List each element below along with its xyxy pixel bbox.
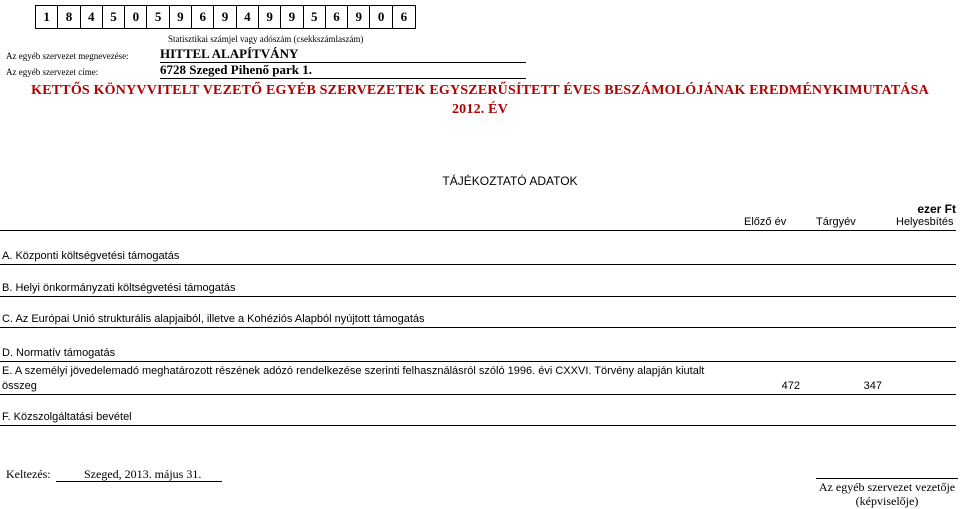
row-divider <box>0 361 956 362</box>
column-current-year: Tárgyév <box>816 216 856 228</box>
tax-id-digit: 6 <box>326 6 348 28</box>
date-value: Szeged, 2013. május 31. <box>84 467 202 481</box>
column-correction: Helyesbítés <box>896 216 954 228</box>
tax-id-digit: 9 <box>348 6 370 28</box>
row-b-label: B. Helyi önkormányzati költségvetési támogatás <box>2 282 236 294</box>
tax-id-digit: 8 <box>58 6 80 28</box>
row-e-prev-year: 472 <box>781 380 800 392</box>
row-f-label: F. Közszolgáltatási bevétel <box>2 411 132 423</box>
tax-id-digit: 1 <box>36 6 58 28</box>
report-year: 2012. ÉV <box>451 102 509 117</box>
org-address-label: Az egyéb szervezet címe: <box>6 67 99 77</box>
tax-id-digit: 5 <box>147 6 169 28</box>
tax-id-digit: 4 <box>237 6 259 28</box>
tax-id-digit: 5 <box>103 6 125 28</box>
org-name-label: Az egyéb szervezet megnevezése: <box>6 51 129 61</box>
tax-id-digit: 9 <box>170 6 192 28</box>
org-name-value: HITTEL ALAPÍTVÁNY <box>160 46 526 63</box>
row-divider <box>0 394 956 395</box>
row-e-current-year: 347 <box>863 380 882 392</box>
tax-id-digit: 6 <box>192 6 214 28</box>
row-a-label: A. Központi költségvetési támogatás <box>2 250 180 262</box>
tax-id-digit: 0 <box>370 6 392 28</box>
date-label: Keltezés: <box>6 467 51 481</box>
tax-id-caption: Statisztikai számjel vagy adószám (csekkszámlaszám) <box>168 34 364 44</box>
row-divider <box>0 264 956 265</box>
tax-id-digit: 4 <box>81 6 103 28</box>
row-d-label: D. Normatív támogatás <box>2 347 116 359</box>
tax-id-digit: 0 <box>125 6 147 28</box>
header-divider <box>0 230 956 231</box>
signature-label: Az egyéb szervezet vezetője <box>818 480 956 494</box>
tax-id-boxes <box>35 5 416 29</box>
signature-label-sub: (képviselője) <box>855 494 919 508</box>
tax-id-digit: 9 <box>214 6 236 28</box>
unit-label: ezer Ft <box>917 202 956 216</box>
tax-id-digit: 5 <box>304 6 326 28</box>
column-prev-year: Előző év <box>744 216 787 228</box>
row-e-label: E. A személyi jövedelemadó meghatározott részének adózó rendelkezése szerinti felhasználásról szóló 1996. évi CXXVI. Törvény alapján kiutalt <box>2 365 705 377</box>
report-title: KETTŐS KÖNYVVITELT VEZETŐ EGYÉB SZERVEZETEK EGYSZERŰSÍTETT ÉVES BESZÁMOLÓJÁNAK EREDMÉNYKIMUTATÁSA <box>31 83 929 98</box>
row-divider <box>0 296 956 297</box>
row-divider <box>0 425 956 426</box>
tax-id-digit: 9 <box>259 6 281 28</box>
tax-id-digit: 6 <box>400 9 408 24</box>
row-divider <box>0 327 956 328</box>
row-e-label-cont: összeg <box>2 380 37 392</box>
signature-line <box>816 478 958 479</box>
row-c-label: C. Az Európai Unió strukturális alapjaiból, illetve a Kohéziós Alapból nyújtott támogatás <box>2 313 425 325</box>
tax-id-digit: 9 <box>281 6 303 28</box>
section-title: TÁJÉKOZTATÓ ADATOK <box>442 174 578 188</box>
org-address-value: 6728 Szeged Pihenő park 1. <box>160 62 526 79</box>
